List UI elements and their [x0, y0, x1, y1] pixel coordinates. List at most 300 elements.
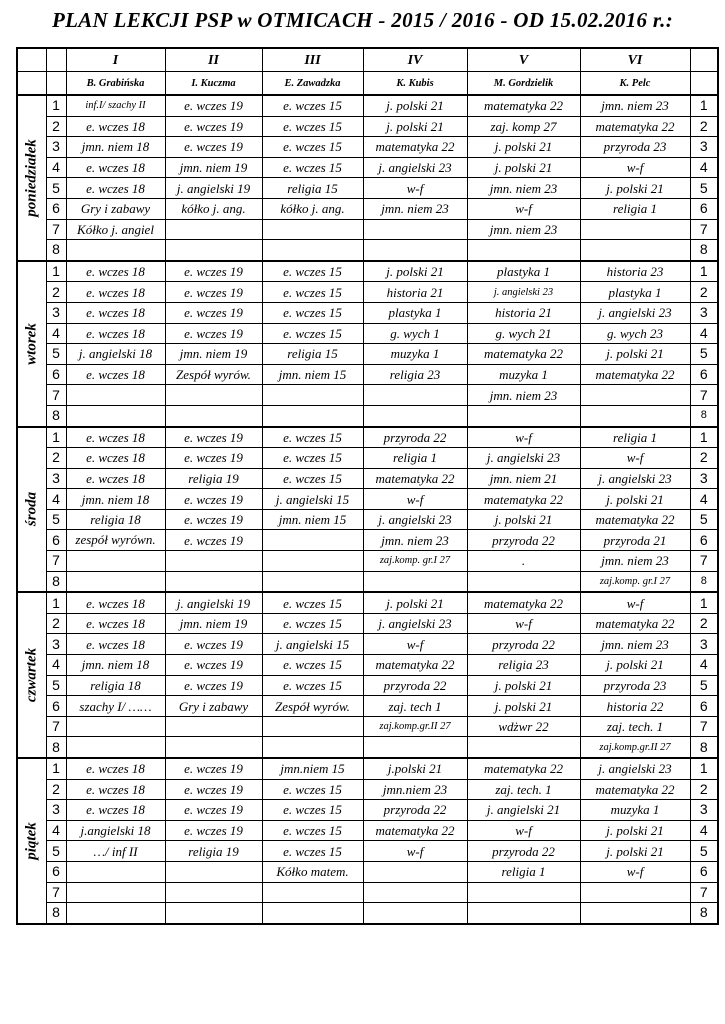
- lesson-number: 1: [46, 427, 66, 448]
- corner-cell: [690, 48, 718, 72]
- lesson-cell: j. angielski 15: [262, 634, 363, 655]
- lesson-number-right: 1: [690, 95, 718, 116]
- lesson-cell: j. angielski 21: [467, 800, 580, 821]
- lesson-cell: j. angielski 15: [262, 489, 363, 510]
- lesson-row: [17, 758, 718, 779]
- lesson-cell: religia 1: [467, 861, 580, 882]
- lesson-cell: j. polski 21: [363, 116, 467, 137]
- lesson-cell: w-f: [467, 427, 580, 448]
- lesson-cell: e. wczes 18: [66, 779, 165, 800]
- lesson-cell: [262, 405, 363, 426]
- lesson-cell: j. angielski 23: [580, 302, 690, 323]
- lesson-cell: .: [467, 551, 580, 572]
- lesson-cell: e. wczes 19: [165, 800, 262, 821]
- lesson-cell: e. wczes 18: [66, 800, 165, 821]
- corner-cell: [690, 72, 718, 96]
- lesson-row: [17, 592, 718, 613]
- lesson-number-right: 6: [690, 364, 718, 385]
- class-header: IV: [363, 48, 467, 72]
- lesson-cell: przyroda 22: [363, 427, 467, 448]
- lesson-cell: [262, 716, 363, 737]
- lesson-cell: jmn. niem 23: [580, 551, 690, 572]
- lesson-cell: matematyka 22: [467, 95, 580, 116]
- lesson-row: [17, 882, 718, 903]
- lesson-cell: e. wczes 19: [165, 137, 262, 158]
- lesson-cell: g. wych 23: [580, 323, 690, 344]
- lesson-cell: matematyka 22: [467, 344, 580, 365]
- lesson-cell: e. wczes 19: [165, 448, 262, 469]
- lesson-cell: [165, 737, 262, 758]
- lesson-cell: e. wczes 18: [66, 282, 165, 303]
- lesson-cell: e. wczes 18: [66, 468, 165, 489]
- lesson-cell: matematyka 22: [467, 758, 580, 779]
- lesson-number-right: 3: [690, 302, 718, 323]
- lesson-cell: [467, 882, 580, 903]
- lesson-cell: [580, 385, 690, 406]
- lesson-cell: jmn. niem 19: [165, 157, 262, 178]
- lesson-cell: muzyka 1: [363, 344, 467, 365]
- lesson-number: 1: [46, 592, 66, 613]
- lesson-cell: plastyka 1: [467, 261, 580, 282]
- lesson-cell: e. wczes 18: [66, 758, 165, 779]
- lesson-number: 6: [46, 530, 66, 551]
- lesson-cell: [165, 716, 262, 737]
- lesson-number: 3: [46, 137, 66, 158]
- lesson-cell: w-f: [363, 178, 467, 199]
- lesson-row: [17, 302, 718, 323]
- lesson-number-right: 6: [690, 530, 718, 551]
- lesson-number-right: 4: [690, 323, 718, 344]
- lesson-row: [17, 820, 718, 841]
- lesson-cell: j. polski 21: [363, 261, 467, 282]
- teacher-header: B. Grabińska: [66, 72, 165, 96]
- lesson-cell: e. wczes 19: [165, 489, 262, 510]
- lesson-cell: zaj.komp.gr.II 27: [580, 737, 690, 758]
- lesson-cell: e. wczes 15: [262, 302, 363, 323]
- lesson-cell: jmn. niem 15: [262, 509, 363, 530]
- lesson-cell: matematyka 22: [580, 779, 690, 800]
- lesson-number: 6: [46, 696, 66, 717]
- lesson-cell: e. wczes 18: [66, 613, 165, 634]
- lesson-number: 5: [46, 675, 66, 696]
- lesson-row: [17, 240, 718, 261]
- lesson-cell: Kółko j. angiel: [66, 219, 165, 240]
- lesson-cell: matematyka 22: [363, 137, 467, 158]
- lesson-number-right: 2: [690, 282, 718, 303]
- lesson-cell: matematyka 22: [467, 489, 580, 510]
- lesson-row: [17, 696, 718, 717]
- lesson-cell: [580, 240, 690, 261]
- lesson-cell: w-f: [363, 841, 467, 862]
- lesson-cell: j. polski 21: [363, 95, 467, 116]
- lesson-row: [17, 779, 718, 800]
- lesson-number-right: 7: [690, 551, 718, 572]
- lesson-cell: e. wczes 19: [165, 282, 262, 303]
- lesson-row: [17, 841, 718, 862]
- lesson-number: 2: [46, 282, 66, 303]
- lesson-cell: j. angielski 18: [66, 344, 165, 365]
- lesson-number: 2: [46, 116, 66, 137]
- lesson-row: [17, 405, 718, 426]
- lesson-number: 4: [46, 157, 66, 178]
- lesson-cell: jmn. niem 23: [363, 530, 467, 551]
- lesson-number-right: 7: [690, 219, 718, 240]
- lesson-row: [17, 344, 718, 365]
- day-label: wtorek: [23, 322, 40, 365]
- lesson-cell: [165, 405, 262, 426]
- lesson-row: [17, 903, 718, 924]
- lesson-number-right: 2: [690, 448, 718, 469]
- lesson-number-right: 8: [690, 405, 718, 426]
- lesson-cell: [467, 737, 580, 758]
- lesson-cell: e. wczes 19: [165, 95, 262, 116]
- lesson-cell: w-f: [467, 198, 580, 219]
- lesson-cell: w-f: [363, 489, 467, 510]
- lesson-cell: [165, 219, 262, 240]
- lesson-cell: e. wczes 15: [262, 116, 363, 137]
- lesson-cell: matematyka 22: [363, 655, 467, 676]
- lesson-number: 7: [46, 882, 66, 903]
- lesson-cell: e. wczes 15: [262, 468, 363, 489]
- lesson-number: 5: [46, 344, 66, 365]
- lesson-cell: jmn. niem 23: [363, 198, 467, 219]
- page-title: PLAN LEKCJI PSP w OTMICACH - 2015 / 2016 - OD 15.02.2016 r.:: [51, 8, 673, 32]
- lesson-cell: religia 19: [165, 841, 262, 862]
- lesson-cell: e. wczes 15: [262, 95, 363, 116]
- lesson-cell: jmn. niem 15: [262, 364, 363, 385]
- lesson-cell: [363, 882, 467, 903]
- lesson-cell: e. wczes 18: [66, 157, 165, 178]
- corner-cell: [46, 48, 66, 72]
- class-header: III: [262, 48, 363, 72]
- lesson-number: 2: [46, 779, 66, 800]
- lesson-cell: religia 23: [363, 364, 467, 385]
- lesson-cell: e. wczes 19: [165, 302, 262, 323]
- lesson-cell: [467, 903, 580, 924]
- lesson-number: 6: [46, 198, 66, 219]
- lesson-number: 4: [46, 655, 66, 676]
- lesson-number: 2: [46, 448, 66, 469]
- lesson-cell: przyroda 23: [580, 137, 690, 158]
- lesson-cell: zaj.komp.gr.II 27: [363, 716, 467, 737]
- lesson-number: 5: [46, 841, 66, 862]
- lesson-cell: jmn.niem 15: [262, 758, 363, 779]
- lesson-number: 8: [46, 405, 66, 426]
- lesson-cell: matematyka 22: [580, 116, 690, 137]
- lesson-number: 3: [46, 800, 66, 821]
- lesson-cell: e. wczes 15: [262, 613, 363, 634]
- lesson-number: 5: [46, 178, 66, 199]
- lesson-number-right: 3: [690, 137, 718, 158]
- lesson-cell: [580, 903, 690, 924]
- lesson-cell: religia 18: [66, 509, 165, 530]
- lesson-cell: [363, 385, 467, 406]
- lesson-cell: w-f: [467, 613, 580, 634]
- lesson-cell: j. angielski 23: [467, 282, 580, 303]
- lesson-cell: wdżwr 22: [467, 716, 580, 737]
- lesson-number: 8: [46, 737, 66, 758]
- lesson-cell: j. polski 21: [467, 675, 580, 696]
- lesson-cell: j. polski 21: [467, 157, 580, 178]
- lesson-row: [17, 95, 718, 116]
- lesson-cell: Gry i zabawy: [165, 696, 262, 717]
- lesson-cell: [467, 240, 580, 261]
- lesson-cell: [580, 405, 690, 426]
- lesson-cell: jmn. niem 23: [580, 95, 690, 116]
- lesson-cell: [165, 903, 262, 924]
- lesson-cell: jmn. niem 18: [66, 655, 165, 676]
- lesson-cell: [66, 716, 165, 737]
- teacher-header: E. Zawadzka: [262, 72, 363, 96]
- lesson-number: 3: [46, 302, 66, 323]
- lesson-cell: matematyka 22: [580, 364, 690, 385]
- lesson-cell: plastyka 1: [363, 302, 467, 323]
- lesson-cell: j. angielski 23: [467, 448, 580, 469]
- lesson-cell: e. wczes 19: [165, 323, 262, 344]
- lesson-number-right: 8: [690, 903, 718, 924]
- lesson-row: [17, 323, 718, 344]
- corner-cell: [46, 72, 66, 96]
- lesson-cell: e. wczes 15: [262, 841, 363, 862]
- lesson-cell: szachy I/ ……: [66, 696, 165, 717]
- lesson-cell: Kółko matem.: [262, 861, 363, 882]
- lesson-cell: e. wczes 19: [165, 427, 262, 448]
- lesson-number-right: 6: [690, 696, 718, 717]
- lesson-cell: [66, 737, 165, 758]
- lesson-cell: religia 23: [467, 655, 580, 676]
- teacher-header: M. Gordzielik: [467, 72, 580, 96]
- lesson-number-right: 4: [690, 157, 718, 178]
- class-header: V: [467, 48, 580, 72]
- lesson-cell: e. wczes 19: [165, 655, 262, 676]
- lesson-cell: w-f: [580, 157, 690, 178]
- day-label-cell: [17, 95, 46, 261]
- lesson-number: 3: [46, 468, 66, 489]
- lesson-cell: matematyka 22: [580, 509, 690, 530]
- lesson-cell: przyroda 22: [467, 841, 580, 862]
- lesson-cell: matematyka 22: [467, 592, 580, 613]
- lesson-cell: g. wych 1: [363, 323, 467, 344]
- lesson-cell: e. wczes 19: [165, 758, 262, 779]
- lesson-row: [17, 364, 718, 385]
- lesson-cell: e. wczes 19: [165, 634, 262, 655]
- lesson-number-right: 1: [690, 427, 718, 448]
- lesson-row: [17, 675, 718, 696]
- lesson-number-right: 5: [690, 509, 718, 530]
- lesson-number-right: 8: [690, 240, 718, 261]
- lesson-row: [17, 571, 718, 592]
- lesson-number-right: 4: [690, 489, 718, 510]
- lesson-cell: zaj. tech 1: [363, 696, 467, 717]
- teacher-header: K. Pelc: [580, 72, 690, 96]
- lesson-cell: e. wczes 15: [262, 655, 363, 676]
- lesson-cell: j.polski 21: [363, 758, 467, 779]
- lesson-cell: religia 15: [262, 344, 363, 365]
- lesson-cell: Zespół wyrów.: [165, 364, 262, 385]
- lesson-row: [17, 489, 718, 510]
- lesson-cell: przyroda 22: [363, 800, 467, 821]
- lesson-cell: [66, 571, 165, 592]
- lesson-number: 4: [46, 323, 66, 344]
- lesson-cell: [165, 551, 262, 572]
- lesson-cell: kółko j. ang.: [165, 198, 262, 219]
- lesson-number: 6: [46, 861, 66, 882]
- lesson-cell: j. polski 21: [467, 137, 580, 158]
- lesson-cell: e. wczes 19: [165, 261, 262, 282]
- lesson-cell: e. wczes 19: [165, 116, 262, 137]
- lesson-number: 3: [46, 634, 66, 655]
- lesson-cell: [66, 385, 165, 406]
- lesson-number: 7: [46, 385, 66, 406]
- lesson-cell: [262, 551, 363, 572]
- lesson-row: [17, 427, 718, 448]
- lesson-number: 8: [46, 903, 66, 924]
- lesson-cell: [165, 571, 262, 592]
- lesson-number-right: 2: [690, 613, 718, 634]
- lesson-cell: [66, 551, 165, 572]
- lesson-number: 4: [46, 820, 66, 841]
- lesson-cell: w-f: [580, 861, 690, 882]
- lesson-cell: w-f: [580, 448, 690, 469]
- lesson-cell: j. polski 21: [580, 820, 690, 841]
- day-label-cell: [17, 261, 46, 427]
- lesson-cell: e. wczes 15: [262, 323, 363, 344]
- lesson-cell: j. angielski 23: [363, 613, 467, 634]
- lesson-cell: [363, 861, 467, 882]
- lesson-number-right: 7: [690, 716, 718, 737]
- day-label-cell: [17, 427, 46, 593]
- lesson-cell: religia 1: [363, 448, 467, 469]
- class-header-row: [17, 48, 718, 72]
- lesson-cell: e. wczes 19: [165, 530, 262, 551]
- day-label-cell: [17, 592, 46, 758]
- lesson-number-right: 8: [690, 571, 718, 592]
- lesson-cell: [363, 405, 467, 426]
- lesson-number: 7: [46, 716, 66, 737]
- lesson-cell: j. polski 21: [467, 509, 580, 530]
- lesson-cell: e. wczes 18: [66, 178, 165, 199]
- lesson-number: 1: [46, 261, 66, 282]
- lesson-number-right: 3: [690, 800, 718, 821]
- lesson-cell: [262, 737, 363, 758]
- lesson-cell: [363, 903, 467, 924]
- day-label: poniedziałek: [23, 139, 40, 217]
- lesson-cell: [262, 385, 363, 406]
- lesson-cell: e. wczes 18: [66, 261, 165, 282]
- lesson-number: 1: [46, 95, 66, 116]
- day-label: czwartek: [23, 648, 40, 703]
- lesson-row: [17, 468, 718, 489]
- lesson-cell: e. wczes 18: [66, 116, 165, 137]
- lesson-number: 6: [46, 364, 66, 385]
- lesson-row: [17, 530, 718, 551]
- lesson-cell: matematyka 22: [363, 468, 467, 489]
- timetable: [16, 47, 719, 925]
- lesson-row: [17, 634, 718, 655]
- lesson-cell: j. angielski 23: [580, 468, 690, 489]
- lesson-cell: e. wczes 18: [66, 427, 165, 448]
- lesson-cell: w-f: [363, 634, 467, 655]
- lesson-number-right: 7: [690, 385, 718, 406]
- lesson-cell: muzyka 1: [580, 800, 690, 821]
- lesson-row: [17, 198, 718, 219]
- lesson-number-right: 2: [690, 116, 718, 137]
- lesson-cell: [165, 385, 262, 406]
- lesson-cell: zaj. tech. 1: [580, 716, 690, 737]
- lesson-cell: e. wczes 15: [262, 779, 363, 800]
- lesson-cell: Gry i zabawy: [66, 198, 165, 219]
- lesson-number: 7: [46, 219, 66, 240]
- lesson-number: 7: [46, 551, 66, 572]
- lesson-cell: [165, 861, 262, 882]
- lesson-cell: [262, 882, 363, 903]
- teacher-header: K. Kubis: [363, 72, 467, 96]
- lesson-cell: zaj.komp. gr.I 27: [363, 551, 467, 572]
- lesson-number-right: 4: [690, 655, 718, 676]
- lesson-cell: jmn. niem 18: [66, 489, 165, 510]
- lesson-number-right: 1: [690, 592, 718, 613]
- lesson-cell: [363, 571, 467, 592]
- lesson-number-right: 8: [690, 737, 718, 758]
- teacher-header: I. Kuczma: [165, 72, 262, 96]
- lesson-number-right: 1: [690, 758, 718, 779]
- lesson-cell: j. polski 21: [363, 592, 467, 613]
- lesson-row: [17, 448, 718, 469]
- lesson-cell: e. wczes 19: [165, 779, 262, 800]
- lesson-number-right: 3: [690, 468, 718, 489]
- lesson-number-right: 2: [690, 779, 718, 800]
- lesson-cell: e. wczes 18: [66, 634, 165, 655]
- lesson-cell: g. wych 21: [467, 323, 580, 344]
- lesson-cell: e. wczes 18: [66, 302, 165, 323]
- lesson-cell: [165, 240, 262, 261]
- lesson-cell: [66, 861, 165, 882]
- lesson-cell: przyroda 22: [467, 634, 580, 655]
- lesson-cell: e. wczes 15: [262, 427, 363, 448]
- lesson-cell: jmn. niem 23: [467, 178, 580, 199]
- lesson-cell: religia 1: [580, 198, 690, 219]
- lesson-cell: e. wczes 15: [262, 592, 363, 613]
- lesson-number: 8: [46, 571, 66, 592]
- lesson-number-right: 5: [690, 344, 718, 365]
- lesson-cell: e. wczes 18: [66, 592, 165, 613]
- lesson-cell: historia 23: [580, 261, 690, 282]
- lesson-cell: przyroda 22: [363, 675, 467, 696]
- lesson-cell: [66, 882, 165, 903]
- lesson-cell: jmn. niem 19: [165, 344, 262, 365]
- lesson-cell: e. wczes 15: [262, 820, 363, 841]
- lesson-cell: e. wczes 15: [262, 800, 363, 821]
- lesson-cell: j. polski 21: [580, 655, 690, 676]
- lesson-cell: zaj. tech. 1: [467, 779, 580, 800]
- lesson-row: [17, 178, 718, 199]
- lesson-row: [17, 613, 718, 634]
- lesson-cell: [262, 571, 363, 592]
- lesson-row: [17, 116, 718, 137]
- lesson-cell: [580, 882, 690, 903]
- lesson-cell: historia 21: [467, 302, 580, 323]
- lesson-number-right: 6: [690, 861, 718, 882]
- lesson-cell: muzyka 1: [467, 364, 580, 385]
- lesson-row: [17, 385, 718, 406]
- lesson-cell: e. wczes 15: [262, 675, 363, 696]
- lesson-cell: [363, 219, 467, 240]
- lesson-cell: historia 21: [363, 282, 467, 303]
- lesson-cell: e. wczes 18: [66, 448, 165, 469]
- lesson-cell: inf.I/ szachy II: [66, 95, 165, 116]
- lesson-cell: [262, 530, 363, 551]
- lesson-cell: e. wczes 19: [165, 675, 262, 696]
